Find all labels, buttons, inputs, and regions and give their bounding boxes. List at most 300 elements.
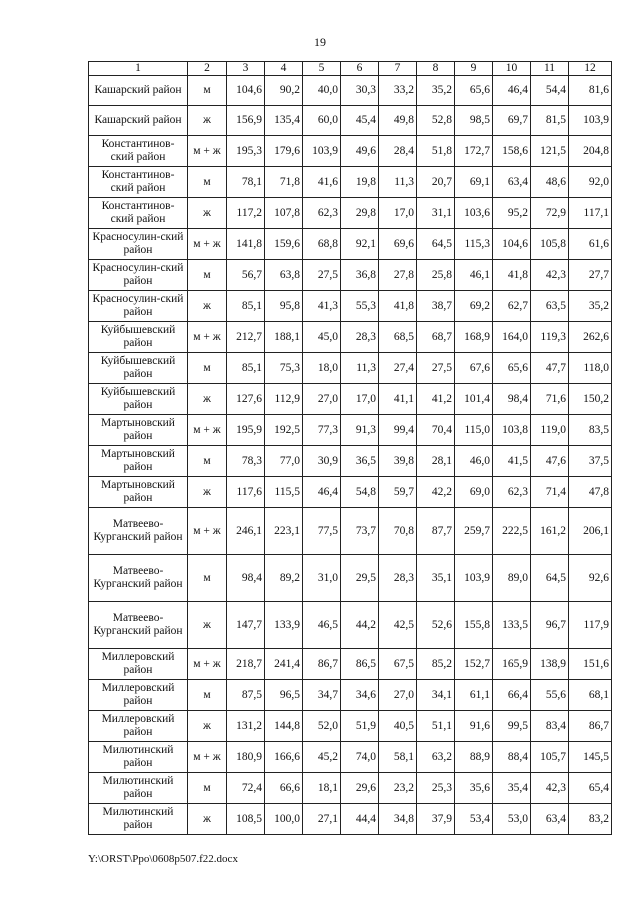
value-cell: 99,4: [379, 415, 417, 446]
value-cell: 48,6: [531, 167, 569, 198]
value-cell: 133,9: [265, 602, 303, 649]
sex-group: м: [188, 680, 227, 711]
value-cell: 83,4: [531, 711, 569, 742]
sex-group: м: [188, 446, 227, 477]
value-cell: 156,9: [227, 106, 265, 136]
value-cell: 138,9: [531, 649, 569, 680]
value-cell: 27,0: [303, 384, 341, 415]
sex-group: м + ж: [188, 136, 227, 167]
column-number-6: 6: [341, 62, 379, 76]
value-cell: 37,5: [569, 446, 612, 477]
value-cell: 103,9: [455, 555, 493, 602]
value-cell: 44,4: [341, 804, 379, 835]
district-name: Матвеево-Курганский район: [89, 555, 188, 602]
table-row: [89, 353, 612, 384]
table-row: [89, 322, 612, 353]
value-cell: 127,6: [227, 384, 265, 415]
value-cell: 29,5: [341, 555, 379, 602]
value-cell: 95,8: [265, 291, 303, 322]
table-row: [89, 76, 612, 106]
value-cell: 95,2: [493, 198, 531, 229]
value-cell: 46,4: [493, 76, 531, 106]
value-cell: 42,3: [531, 773, 569, 804]
sex-group: м: [188, 773, 227, 804]
value-cell: 74,0: [341, 742, 379, 773]
district-name: Куйбышевский район: [89, 353, 188, 384]
value-cell: 92,0: [569, 167, 612, 198]
value-cell: 85,1: [227, 353, 265, 384]
column-number-4: 4: [265, 62, 303, 76]
value-cell: 112,9: [265, 384, 303, 415]
value-cell: 195,3: [227, 136, 265, 167]
value-cell: 47,8: [569, 477, 612, 508]
value-cell: 39,8: [379, 446, 417, 477]
value-cell: 52,6: [417, 602, 455, 649]
table-row: [89, 260, 612, 291]
value-cell: 117,2: [227, 198, 265, 229]
column-number-5: 5: [303, 62, 341, 76]
value-cell: 87,5: [227, 680, 265, 711]
table-row: [89, 649, 612, 680]
district-name: Матвеево-Курганский район: [89, 602, 188, 649]
value-cell: 262,6: [569, 322, 612, 353]
value-cell: 41,8: [493, 260, 531, 291]
sex-group: м: [188, 260, 227, 291]
value-cell: 119,3: [531, 322, 569, 353]
value-cell: 115,5: [265, 477, 303, 508]
value-cell: 29,8: [341, 198, 379, 229]
value-cell: 27,5: [303, 260, 341, 291]
value-cell: 35,6: [455, 773, 493, 804]
value-cell: 115,3: [455, 229, 493, 260]
value-cell: 65,4: [569, 773, 612, 804]
column-number-12: 12: [569, 62, 612, 76]
value-cell: 46,0: [455, 446, 493, 477]
value-cell: 47,6: [531, 446, 569, 477]
value-cell: 31,1: [417, 198, 455, 229]
value-cell: 65,6: [455, 76, 493, 106]
value-cell: 62,3: [493, 477, 531, 508]
value-cell: 107,8: [265, 198, 303, 229]
value-cell: 41,5: [493, 446, 531, 477]
value-cell: 38,7: [417, 291, 455, 322]
value-cell: 118,0: [569, 353, 612, 384]
value-cell: 90,2: [265, 76, 303, 106]
value-cell: 28,1: [417, 446, 455, 477]
value-cell: 64,5: [417, 229, 455, 260]
value-cell: 17,0: [341, 384, 379, 415]
value-cell: 69,0: [455, 477, 493, 508]
sex-group: м + ж: [188, 322, 227, 353]
district-name: Матвеево-Курганский район: [89, 508, 188, 555]
district-name: Красносулин-ский район: [89, 260, 188, 291]
table-row: [89, 446, 612, 477]
district-name: Константинов-ский район: [89, 136, 188, 167]
district-name: Кашарский район: [89, 76, 188, 106]
value-cell: 69,7: [493, 106, 531, 136]
sex-group: ж: [188, 804, 227, 835]
table-row: [89, 229, 612, 260]
column-number-10: 10: [493, 62, 531, 76]
value-cell: 45,4: [341, 106, 379, 136]
value-cell: 81,5: [531, 106, 569, 136]
value-cell: 53,4: [455, 804, 493, 835]
value-cell: 72,4: [227, 773, 265, 804]
value-cell: 73,7: [341, 508, 379, 555]
district-name: Красносулин-ский район: [89, 291, 188, 322]
value-cell: 92,6: [569, 555, 612, 602]
value-cell: 121,5: [531, 136, 569, 167]
value-cell: 69,6: [379, 229, 417, 260]
sex-group: м + ж: [188, 415, 227, 446]
value-cell: 51,9: [341, 711, 379, 742]
value-cell: 81,6: [569, 76, 612, 106]
value-cell: 75,3: [265, 353, 303, 384]
value-cell: 45,0: [303, 322, 341, 353]
page-number: 19: [314, 35, 326, 49]
value-cell: 41,6: [303, 167, 341, 198]
table-row: [89, 384, 612, 415]
value-cell: 241,4: [265, 649, 303, 680]
value-cell: 35,1: [417, 555, 455, 602]
district-name: Миллеровский район: [89, 680, 188, 711]
value-cell: 65,6: [493, 353, 531, 384]
table-row: [89, 742, 612, 773]
value-cell: 223,1: [265, 508, 303, 555]
value-cell: 52,0: [303, 711, 341, 742]
value-cell: 63,4: [493, 167, 531, 198]
value-cell: 70,8: [379, 508, 417, 555]
sex-group: ж: [188, 711, 227, 742]
value-cell: 195,9: [227, 415, 265, 446]
table-row: [89, 711, 612, 742]
value-cell: 33,2: [379, 76, 417, 106]
district-name: Мартыновский район: [89, 415, 188, 446]
value-cell: 158,6: [493, 136, 531, 167]
value-cell: 60,0: [303, 106, 341, 136]
value-cell: 67,5: [379, 649, 417, 680]
value-cell: 66,6: [265, 773, 303, 804]
value-cell: 133,5: [493, 602, 531, 649]
value-cell: 155,8: [455, 602, 493, 649]
district-name: Красносулин-ский район: [89, 229, 188, 260]
value-cell: 42,3: [531, 260, 569, 291]
value-cell: 88,4: [493, 742, 531, 773]
value-cell: 62,7: [493, 291, 531, 322]
sex-group: ж: [188, 602, 227, 649]
value-cell: 168,9: [455, 322, 493, 353]
value-cell: 64,5: [531, 555, 569, 602]
value-cell: 55,6: [531, 680, 569, 711]
value-cell: 161,2: [531, 508, 569, 555]
value-cell: 41,2: [417, 384, 455, 415]
value-cell: 105,8: [531, 229, 569, 260]
table-body: [89, 76, 612, 835]
value-cell: 77,3: [303, 415, 341, 446]
value-cell: 35,4: [493, 773, 531, 804]
column-number-8: 8: [417, 62, 455, 76]
value-cell: 66,4: [493, 680, 531, 711]
value-cell: 68,7: [417, 322, 455, 353]
value-cell: 77,5: [303, 508, 341, 555]
value-cell: 222,5: [493, 508, 531, 555]
value-cell: 179,6: [265, 136, 303, 167]
value-cell: 78,1: [227, 167, 265, 198]
column-number-9: 9: [455, 62, 493, 76]
value-cell: 87,7: [417, 508, 455, 555]
value-cell: 27,4: [379, 353, 417, 384]
value-cell: 71,6: [531, 384, 569, 415]
value-cell: 27,7: [569, 260, 612, 291]
table-row: [89, 477, 612, 508]
value-cell: 212,7: [227, 322, 265, 353]
value-cell: 36,5: [341, 446, 379, 477]
value-cell: 28,3: [379, 555, 417, 602]
value-cell: 100,0: [265, 804, 303, 835]
value-cell: 27,0: [379, 680, 417, 711]
value-cell: 54,4: [531, 76, 569, 106]
value-cell: 25,8: [417, 260, 455, 291]
value-cell: 147,7: [227, 602, 265, 649]
table-row: [89, 680, 612, 711]
value-cell: 99,5: [493, 711, 531, 742]
value-cell: 172,7: [455, 136, 493, 167]
value-cell: 92,1: [341, 229, 379, 260]
value-cell: 58,1: [379, 742, 417, 773]
value-cell: 67,6: [455, 353, 493, 384]
value-cell: 101,4: [455, 384, 493, 415]
value-cell: 40,5: [379, 711, 417, 742]
value-cell: 42,2: [417, 477, 455, 508]
sex-group: м: [188, 167, 227, 198]
value-cell: 62,3: [303, 198, 341, 229]
value-cell: 68,5: [379, 322, 417, 353]
data-table: [88, 61, 612, 835]
value-cell: 18,1: [303, 773, 341, 804]
table-row: [89, 136, 612, 167]
value-cell: 35,2: [417, 76, 455, 106]
value-cell: 41,8: [379, 291, 417, 322]
value-cell: 117,9: [569, 602, 612, 649]
value-cell: 46,5: [303, 602, 341, 649]
value-cell: 103,6: [455, 198, 493, 229]
district-name: Милютинский район: [89, 804, 188, 835]
value-cell: 71,4: [531, 477, 569, 508]
value-cell: 145,5: [569, 742, 612, 773]
value-cell: 91,6: [455, 711, 493, 742]
header-row: [89, 62, 612, 76]
value-cell: 27,5: [417, 353, 455, 384]
value-cell: 30,3: [341, 76, 379, 106]
value-cell: 77,0: [265, 446, 303, 477]
table-row: [89, 804, 612, 835]
value-cell: 19,8: [341, 167, 379, 198]
value-cell: 51,8: [417, 136, 455, 167]
value-cell: 11,3: [379, 167, 417, 198]
value-cell: 246,1: [227, 508, 265, 555]
value-cell: 104,6: [227, 76, 265, 106]
value-cell: 117,6: [227, 477, 265, 508]
value-cell: 49,8: [379, 106, 417, 136]
value-cell: 53,0: [493, 804, 531, 835]
district-name: Милютинский район: [89, 742, 188, 773]
value-cell: 180,9: [227, 742, 265, 773]
value-cell: 18,0: [303, 353, 341, 384]
district-name: Милютинский район: [89, 773, 188, 804]
value-cell: 41,1: [379, 384, 417, 415]
value-cell: 28,4: [379, 136, 417, 167]
district-name: Мартыновский район: [89, 446, 188, 477]
value-cell: 72,9: [531, 198, 569, 229]
value-cell: 85,2: [417, 649, 455, 680]
value-cell: 98,4: [493, 384, 531, 415]
value-cell: 91,3: [341, 415, 379, 446]
value-cell: 119,0: [531, 415, 569, 446]
value-cell: 61,6: [569, 229, 612, 260]
value-cell: 150,2: [569, 384, 612, 415]
value-cell: 85,1: [227, 291, 265, 322]
value-cell: 35,2: [569, 291, 612, 322]
district-name: Константинов-ский район: [89, 167, 188, 198]
table-row: [89, 198, 612, 229]
value-cell: 117,1: [569, 198, 612, 229]
value-cell: 56,7: [227, 260, 265, 291]
value-cell: 159,6: [265, 229, 303, 260]
value-cell: 96,7: [531, 602, 569, 649]
sex-group: ж: [188, 106, 227, 136]
value-cell: 78,3: [227, 446, 265, 477]
value-cell: 166,6: [265, 742, 303, 773]
column-number-1: 1: [89, 62, 188, 76]
value-cell: 27,1: [303, 804, 341, 835]
table-row: [89, 291, 612, 322]
column-number-3: 3: [227, 62, 265, 76]
table-row: [89, 508, 612, 555]
sex-group: ж: [188, 291, 227, 322]
value-cell: 41,3: [303, 291, 341, 322]
sex-group: м + ж: [188, 649, 227, 680]
sex-group: м: [188, 353, 227, 384]
value-cell: 104,6: [493, 229, 531, 260]
value-cell: 68,1: [569, 680, 612, 711]
sex-group: м + ж: [188, 508, 227, 555]
district-name: Куйбышевский район: [89, 322, 188, 353]
table-row: [89, 555, 612, 602]
value-cell: 144,8: [265, 711, 303, 742]
value-cell: 55,3: [341, 291, 379, 322]
sex-group: м + ж: [188, 229, 227, 260]
value-cell: 86,7: [569, 711, 612, 742]
value-cell: 52,8: [417, 106, 455, 136]
value-cell: 34,1: [417, 680, 455, 711]
value-cell: 30,9: [303, 446, 341, 477]
value-cell: 88,9: [455, 742, 493, 773]
file-path-footer: Y:\ORST\Ppo\0608p507.f22.docx: [88, 853, 238, 865]
value-cell: 165,9: [493, 649, 531, 680]
value-cell: 25,3: [417, 773, 455, 804]
value-cell: 37,9: [417, 804, 455, 835]
value-cell: 96,5: [265, 680, 303, 711]
value-cell: 105,7: [531, 742, 569, 773]
value-cell: 54,8: [341, 477, 379, 508]
district-name: Константинов-ский район: [89, 198, 188, 229]
sex-group: ж: [188, 384, 227, 415]
value-cell: 259,7: [455, 508, 493, 555]
sex-group: м + ж: [188, 742, 227, 773]
value-cell: 20,7: [417, 167, 455, 198]
value-cell: 42,5: [379, 602, 417, 649]
value-cell: 63,4: [531, 804, 569, 835]
column-number-7: 7: [379, 62, 417, 76]
value-cell: 68,8: [303, 229, 341, 260]
value-cell: 103,9: [569, 106, 612, 136]
value-cell: 98,5: [455, 106, 493, 136]
value-cell: 34,7: [303, 680, 341, 711]
district-name: Миллеровский район: [89, 649, 188, 680]
value-cell: 108,5: [227, 804, 265, 835]
value-cell: 83,2: [569, 804, 612, 835]
value-cell: 36,8: [341, 260, 379, 291]
value-cell: 69,2: [455, 291, 493, 322]
value-cell: 152,7: [455, 649, 493, 680]
value-cell: 70,4: [417, 415, 455, 446]
value-cell: 47,7: [531, 353, 569, 384]
value-cell: 46,1: [455, 260, 493, 291]
table-row: [89, 167, 612, 198]
sex-group: ж: [188, 477, 227, 508]
sex-group: м: [188, 555, 227, 602]
value-cell: 31,0: [303, 555, 341, 602]
value-cell: 103,8: [493, 415, 531, 446]
value-cell: 86,7: [303, 649, 341, 680]
value-cell: 69,1: [455, 167, 493, 198]
value-cell: 17,0: [379, 198, 417, 229]
column-number-2: 2: [188, 62, 227, 76]
sex-group: ж: [188, 198, 227, 229]
value-cell: 61,1: [455, 680, 493, 711]
value-cell: 23,2: [379, 773, 417, 804]
value-cell: 44,2: [341, 602, 379, 649]
district-name: Мартыновский район: [89, 477, 188, 508]
value-cell: 51,1: [417, 711, 455, 742]
value-cell: 34,8: [379, 804, 417, 835]
value-cell: 49,6: [341, 136, 379, 167]
value-cell: 34,6: [341, 680, 379, 711]
district-name: Миллеровский район: [89, 711, 188, 742]
value-cell: 29,6: [341, 773, 379, 804]
value-cell: 71,8: [265, 167, 303, 198]
table-row: [89, 415, 612, 446]
value-cell: 45,2: [303, 742, 341, 773]
sex-group: м: [188, 76, 227, 106]
table-row: [89, 602, 612, 649]
value-cell: 206,1: [569, 508, 612, 555]
district-name: Кашарский район: [89, 106, 188, 136]
value-cell: 86,5: [341, 649, 379, 680]
value-cell: 192,5: [265, 415, 303, 446]
table-row: [89, 773, 612, 804]
value-cell: 89,0: [493, 555, 531, 602]
value-cell: 63,5: [531, 291, 569, 322]
value-cell: 11,3: [341, 353, 379, 384]
value-cell: 59,7: [379, 477, 417, 508]
value-cell: 63,2: [417, 742, 455, 773]
value-cell: 131,2: [227, 711, 265, 742]
value-cell: 27,8: [379, 260, 417, 291]
value-cell: 218,7: [227, 649, 265, 680]
value-cell: 103,9: [303, 136, 341, 167]
district-name: Куйбышевский район: [89, 384, 188, 415]
